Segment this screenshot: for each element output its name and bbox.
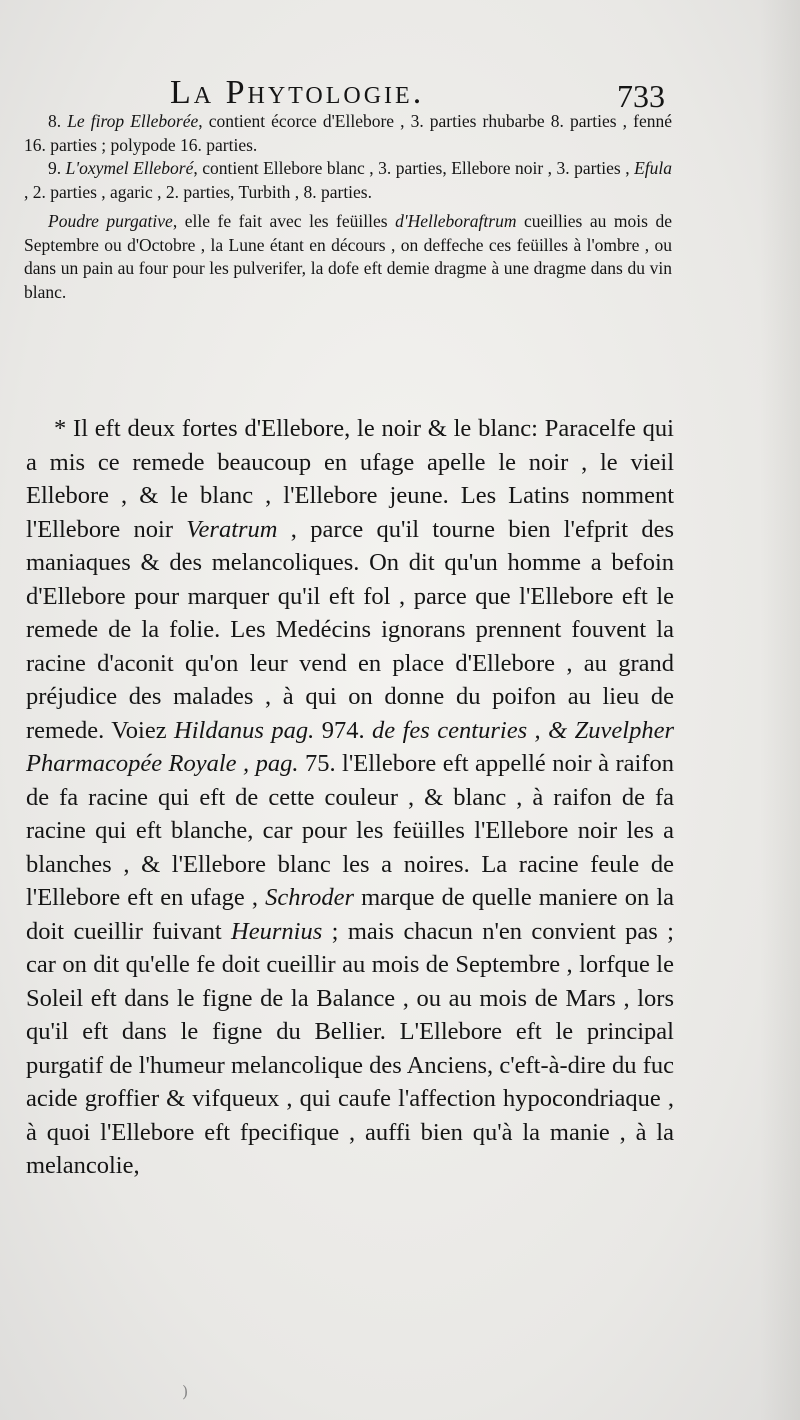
note-title: Poudre purgative: [48, 211, 173, 231]
page-number: 733: [617, 78, 665, 114]
text-run: 75. l'Ellebore eft appellé noir à raifon de fa racine qui eft de cette couleur , & blanc , à raifon de fa racine qui eft blanche, car pour les feüilles l'Ellebore noir les a blanches , & l'Ellebore blanc les a noires. La racine feule de l'Ellebore eft en ufage ,: [26, 750, 674, 911]
note-text: , 2. parties , agaric , 2. parties, Turbith , 8. parties.: [24, 181, 372, 202]
note-poudre: [24, 210, 672, 304]
note-oxymel: [24, 157, 672, 204]
note-number: 9.: [48, 158, 62, 178]
text-run: * Il eft deux fortes d'Ellebore, le noir & le blanc: Paracelfe qui a mis ce remede beaucoup en ufage apelle le noir , le vieil Ellebore , & le blanc , l'Ellebore jeune. Les Latins nomment l'Ellebore noir: [26, 415, 674, 543]
note-text: cueillies au mois de Septembre ou d'Octobre , la Lune étant en décours , on deffeche ces feüilles à l'ombre , ou dans un pain au four pour les pulverifer, la dofe eft demie dragme à une dragme dans du vin blanc.: [24, 211, 672, 302]
text-run: ; mais chacun n'en convient pas ; car on dit qu'elle fe doit cueillir au mois de Septembre , lorfque le Soleil eft dans le figne de la Balance , ou au mois de Mars , lors qu'il eft dans le figne du Bellier. L'Ellebore eft le principal purgatif de l'humeur melancolique des Anciens, c'eft-à-dire du fuc acide groffier & vifqueux , qui caufe l'affection hypocondriaque , à quoi l'Ellebore eft fpecifique , auffi bien qu'à la manie , à la melancolie,: [26, 917, 674, 1179]
text-run: , parce qu'il tourne bien l'efprit des maniaques & des melancoliques. On dit qu'un homme a befoin d'Ellebore pour marquer qu'il eft fol , parce que l'Ellebore eft le remede de la folie. Les Medécins ignorans prennent fouvent la racine d'aconit qu'on leur vend en place d'Ellebore , au grand préjudice des malades , à qui on donne du poifon au lieu de remede. Voiez: [26, 515, 674, 744]
text-run: marque de quelle maniere on la doit cueillir fuivant: [26, 884, 674, 945]
note-term: d'Helleboraftrum: [395, 211, 517, 231]
italic-term: Veratrum: [186, 515, 278, 543]
note-title: Le firop Elleborée: [67, 111, 199, 131]
note-text: , contient écorce d'Ellebore , 3. parties rhubarbe 8. parties , fenné 16. parties ; polypode 16. parties.: [24, 111, 672, 155]
ellebore-paragraph: [26, 412, 674, 1183]
note-number: 8.: [48, 111, 62, 131]
italic-reference: de fes centuries , & Zuvelpher Pharmacopée Royale , pag.: [26, 716, 675, 777]
note-text: , elle fe fait avec les feüilles: [172, 211, 396, 231]
note-term: Efula: [634, 158, 672, 178]
page-edge-shadow: [760, 0, 800, 1420]
note-text: , contient Ellebore blanc , 3. parties, Ellebore noir , 3. parties ,: [193, 158, 635, 178]
note-title: L'oxymel Elleboré: [65, 158, 194, 178]
main-paragraph: [26, 412, 674, 1183]
note-sirop: [24, 110, 672, 157]
italic-author: Heurnius: [231, 917, 323, 945]
text-run: 974.: [314, 716, 373, 744]
running-title: La Phytologie.: [170, 74, 425, 111]
italic-author: Schroder: [265, 884, 355, 911]
italic-reference: Hildanus pag.: [174, 716, 315, 744]
footer-mark: ): [182, 1382, 189, 1401]
recipe-notes: [24, 110, 672, 304]
